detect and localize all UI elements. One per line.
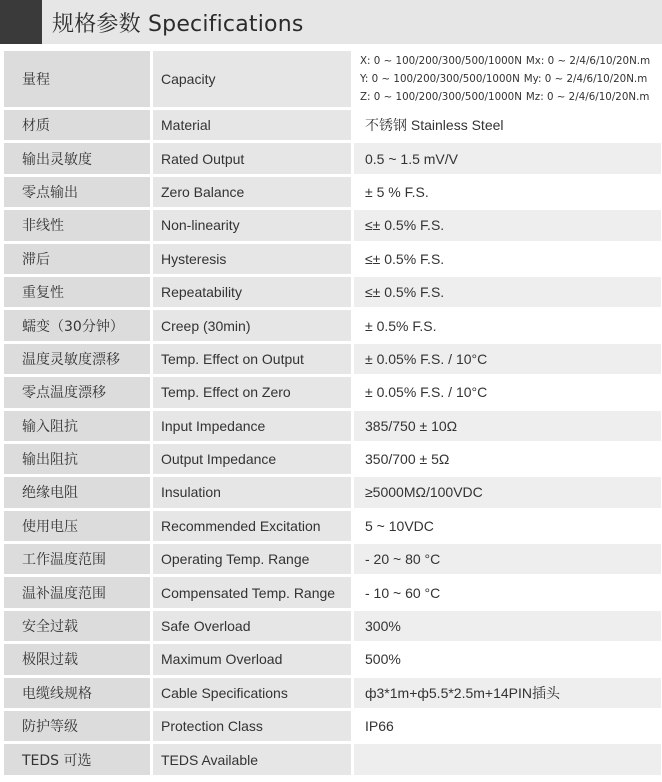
spec-row (4, 711, 661, 741)
spec-label-en: Zero Balance (150, 177, 351, 207)
spec-value: ≤± 0.5% F.S. (351, 277, 661, 307)
spec-value: ≤± 0.5% F.S. (351, 244, 661, 274)
spec-label-en: Temp. Effect on Zero (150, 377, 351, 407)
specifications-table (4, 48, 661, 778)
spec-label-zh: 温补温度范围 (4, 577, 150, 607)
spec-label-zh: 零点温度漂移 (4, 377, 150, 407)
spec-row (4, 110, 661, 140)
spec-label-en: Input Impedance (150, 411, 351, 441)
spec-label-en: Operating Temp. Range (150, 544, 351, 574)
spec-value: 0.5 ~ 1.5 mV/V (351, 143, 661, 173)
spec-value: IP66 (351, 711, 661, 741)
spec-row (4, 744, 661, 774)
spec-label-zh: 绝缘电阻 (4, 477, 150, 507)
spec-row (4, 277, 661, 307)
spec-value: ± 0.05% F.S. / 10°C (351, 344, 661, 374)
spec-row (4, 544, 661, 574)
spec-label-zh: 温度灵敏度漂移 (4, 344, 150, 374)
spec-row (4, 177, 661, 207)
spec-row (4, 244, 661, 274)
spec-value: ф3*1m+ф5.5*2.5m+14PIN插头 (351, 678, 661, 708)
capacity-line-y (360, 70, 661, 88)
spec-value-capacity (351, 51, 661, 107)
spec-row (4, 377, 661, 407)
spec-value: 500% (351, 644, 661, 674)
capacity-force-z: Z: 0 ~ 100/200/300/500/1000N (360, 91, 522, 103)
spec-value: 不锈钢 Stainless Steel (351, 110, 661, 140)
spec-value (351, 744, 661, 774)
spec-label-en: Output Impedance (150, 444, 351, 474)
spec-label-en: Material (150, 110, 351, 140)
spec-row (4, 644, 661, 674)
spec-label-zh: 非线性 (4, 210, 150, 240)
section-header (0, 0, 662, 44)
spec-label-zh: 零点输出 (4, 177, 150, 207)
capacity-force-x: X: 0 ~ 100/200/300/500/1000N (360, 55, 522, 67)
spec-row (4, 611, 661, 641)
spec-label-zh: 极限过载 (4, 644, 150, 674)
spec-label-en: Rated Output (150, 143, 351, 173)
spec-row (4, 143, 661, 173)
spec-label-en: Temp. Effect on Output (150, 344, 351, 374)
spec-label-en: Insulation (150, 477, 351, 507)
spec-value: - 20 ~ 80 °C (351, 544, 661, 574)
spec-row (4, 577, 661, 607)
spec-row (4, 344, 661, 374)
spec-label-zh: 防护等级 (4, 711, 150, 741)
spec-label-zh: TEDS 可选 (4, 744, 150, 774)
spec-value: 5 ~ 10VDC (351, 511, 661, 541)
spec-value: - 10 ~ 60 °C (351, 577, 661, 607)
spec-label-zh: 量程 (4, 51, 150, 107)
capacity-moment-z: Mz: 0 ~ 2/4/6/10/20N.m (525, 91, 650, 103)
capacity-moment-x: Mx: 0 ~ 2/4/6/10/20N.m (525, 55, 651, 67)
spec-value: 385/750 ± 10Ω (351, 411, 661, 441)
capacity-force-y: Y: 0 ~ 100/200/300/500/1000N (360, 73, 520, 85)
spec-label-en: Recommended Excitation (150, 511, 351, 541)
spec-label-zh: 使用电压 (4, 511, 150, 541)
spec-value: 300% (351, 611, 661, 641)
spec-label-en: Cable Specifications (150, 678, 351, 708)
spec-label-en: Maximum Overload (150, 644, 351, 674)
spec-value: 350/700 ± 5Ω (351, 444, 661, 474)
spec-row-capacity (4, 51, 661, 107)
spec-label-zh: 输入阻抗 (4, 411, 150, 441)
spec-label-en: TEDS Available (150, 744, 351, 774)
spec-row (4, 678, 661, 708)
spec-label-en: Non-linearity (150, 210, 351, 240)
spec-label-en: Capacity (150, 51, 351, 107)
spec-row (4, 210, 661, 240)
spec-label-zh: 输出阻抗 (4, 444, 150, 474)
capacity-line-z (360, 88, 661, 106)
spec-value: ± 0.5% F.S. (351, 310, 661, 340)
spec-value: ± 5 % F.S. (351, 177, 661, 207)
spec-value: ≤± 0.5% F.S. (351, 210, 661, 240)
capacity-line-x (360, 52, 661, 70)
spec-row (4, 411, 661, 441)
spec-label-en: Repeatability (150, 277, 351, 307)
spec-label-zh: 电缆线规格 (4, 678, 150, 708)
spec-row (4, 444, 661, 474)
capacity-moment-y: My: 0 ~ 2/4/6/10/20N.m (523, 73, 648, 85)
spec-label-zh: 重复性 (4, 277, 150, 307)
spec-label-en: Compensated Temp. Range (150, 577, 351, 607)
spec-label-en: Safe Overload (150, 611, 351, 641)
spec-label-zh: 输出灵敏度 (4, 143, 150, 173)
spec-label-en: Hysteresis (150, 244, 351, 274)
spec-row (4, 477, 661, 507)
spec-label-en: Creep (30min) (150, 310, 351, 340)
spec-label-zh: 蠕变（30分钟） (4, 310, 150, 340)
spec-label-zh: 工作温度范围 (4, 544, 150, 574)
header-accent-block (0, 0, 42, 44)
spec-value: ≥5000MΩ/100VDC (351, 477, 661, 507)
spec-label-zh: 滞后 (4, 244, 150, 274)
spec-value: ± 0.05% F.S. / 10°C (351, 377, 661, 407)
spec-row (4, 310, 661, 340)
section-title: 规格参数 Specifications (52, 11, 304, 37)
spec-label-zh: 材质 (4, 110, 150, 140)
spec-label-en: Protection Class (150, 711, 351, 741)
spec-label-zh: 安全过载 (4, 611, 150, 641)
spec-row (4, 511, 661, 541)
